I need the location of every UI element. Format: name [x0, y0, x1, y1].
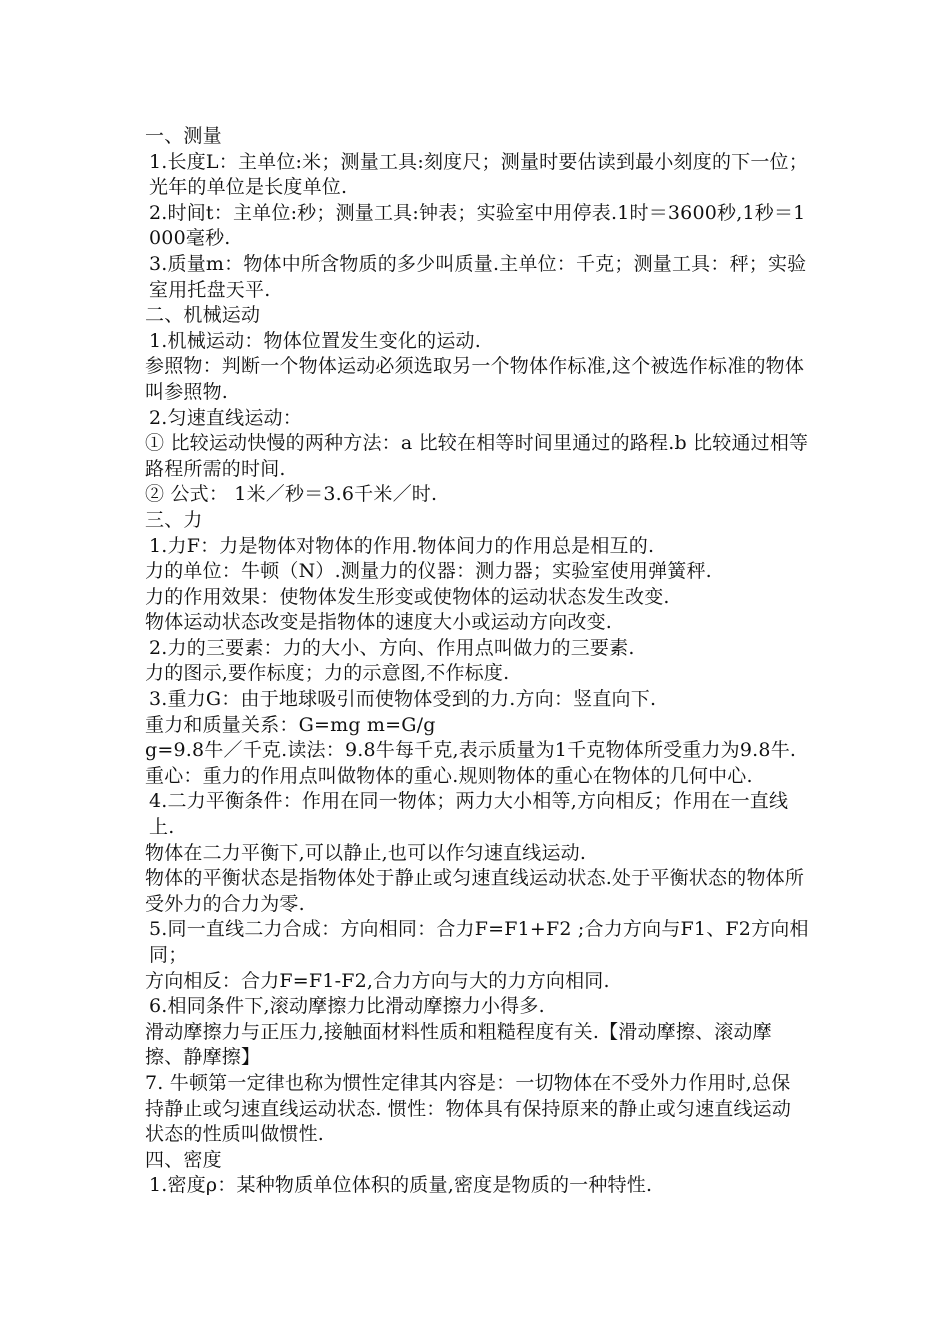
paragraph: 重力和质量关系：G=mg m=G/g — [145, 713, 436, 736]
paragraph: ② 公式： 1米／秒＝3.6千米／时. — [145, 483, 438, 506]
section-heading: 四、密度 — [145, 1148, 222, 1171]
paragraph: 力的图示,要作标度；力的示意图,不作标度. — [145, 662, 510, 685]
section-heading: 三、力 — [145, 508, 203, 531]
paragraph: ① 比较运动快慢的两种方法：a 比较在相等时间里通过的路程.b 比较通过相等路程所需的时间. — [145, 432, 809, 480]
paragraph: 6.相同条件下,滚动摩擦力比滑动摩擦力小得多. — [149, 995, 545, 1018]
paragraph: 力的单位：牛顿（N）.测量力的仪器：测力器；实验室使用弹簧秤. — [145, 560, 712, 583]
document-body — [145, 124, 809, 1199]
paragraph: 1.长度L：主单位:米；测量工具:刻度尺；测量时要估读到最小刻度的下一位；光年的单位是长度单位. — [149, 150, 808, 199]
paragraph: 力的作用效果：使物体发生形变或使物体的运动状态发生改变. — [145, 585, 670, 608]
paragraph: 3.重力G：由于地球吸引而使物体受到的力.方向：竖直向下. — [149, 688, 657, 711]
paragraph: 参照物：判断一个物体运动必须选取另一个物体作标准,这个被选作标准的物体叫参照物. — [145, 355, 805, 403]
paragraph: g=9.8牛／千克.读法：9.8牛每千克,表示质量为1千克物体所受重力为9.8牛. — [145, 739, 797, 762]
paragraph: 重心：重力的作用点叫做物体的重心.规则物体的重心在物体的几何中心. — [145, 764, 753, 787]
section-heading: 一、测量 — [145, 125, 222, 147]
paragraph: 2.时间t：主单位:秒；测量工具:钟表；实验室中用停表.1时＝3600秒,1秒＝1000毫秒. — [149, 201, 806, 250]
paragraph: 方向相反：合力F=F1-F2,合力方向与大的力方向相同. — [145, 969, 610, 992]
paragraph: 物体的平衡状态是指物体处于静止或匀速直线运动状态.处于平衡状态的物体所受外力的合力为零. — [145, 867, 805, 915]
paragraph: 4.二力平衡条件：作用在同一物体；两力大小相等,方向相反；作用在一直线上. — [149, 790, 789, 839]
paragraph: 1.力F：力是物体对物体的作用.物体间力的作用总是相互的. — [149, 534, 655, 557]
paragraph: 3.质量m：物体中所含物质的多少叫质量.主单位：千克；测量工具：秤；实验室用托盘天平. — [149, 252, 807, 301]
paragraph: 物体在二力平衡下,可以静止,也可以作匀速直线运动. — [145, 841, 587, 864]
section-heading: 二、机械运动 — [145, 304, 261, 327]
paragraph: 2.力的三要素：力的大小、方向、作用点叫做力的三要素. — [149, 636, 635, 659]
paragraph: 5.同一直线二力合成：方向相同：合力F=F1+F2 ;合力方向与F1、F2方向相同； — [149, 918, 809, 966]
paragraph: 7. 牛顿第一定律也称为惯性定律其内容是：一切物体在不受外力作用时,总保持静止或匀速直线运动状态. 惯性：物体具有保持原来的静止或匀速直线运动状态的性质叫做惯性. — [145, 1071, 792, 1146]
paragraph: 滑动摩擦力与正压力,接触面材料性质和粗糙程度有关.【滑动摩擦、滚动摩擦、静摩擦】 — [145, 1020, 772, 1069]
paragraph: 1.密度ρ：某种物质单位体积的质量,密度是物质的一种特性. — [149, 1174, 653, 1197]
paragraph: 1.机械运动：物体位置发生变化的运动. — [149, 329, 481, 352]
paragraph: 物体运动状态改变是指物体的速度大小或运动方向改变. — [145, 611, 613, 634]
paragraph: 2.匀速直线运动： — [149, 406, 302, 429]
